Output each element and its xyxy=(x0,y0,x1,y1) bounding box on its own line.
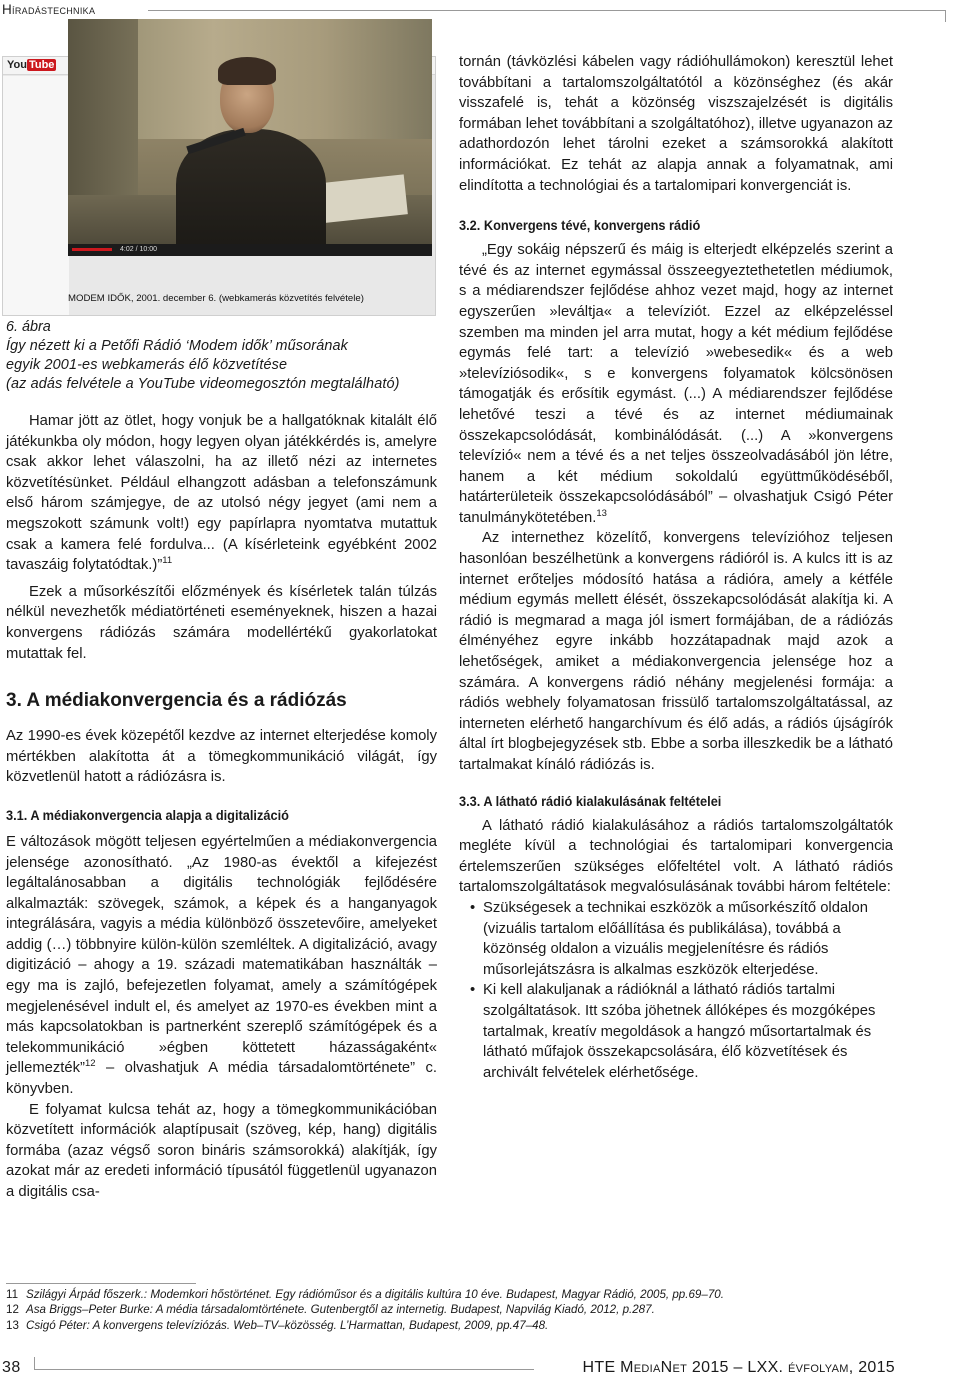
paragraph: Az 1990-es évek közepétől kezdve az internet elterjedése komoly mértékben alakította át a tömegkommunikáció világát, így közvetlenül hatott a rádiózásra is. xyxy=(6,728,437,786)
subsection-heading: 3.1. A médiakonvergencia alapja a digitalizáció xyxy=(6,807,289,824)
video-frame xyxy=(68,19,432,244)
journal-title: HTE MediaNet 2015 – LXX. évfolyam, 2015 xyxy=(582,1359,895,1376)
footnote: 11 Szilágyi Árpád főszerk.: Modemkori hőstörténet. Egy rádióműsor és a digitális kultúra 10 éve. Budapest, Magyar Rádió, 2005, pp.69–70. xyxy=(6,1288,724,1301)
subsection-heading: 3.2. Konvergens tévé, konvergens rádió xyxy=(459,218,701,235)
footnote-ref: 12 xyxy=(84,1058,96,1070)
youtube-sidebar xyxy=(3,76,69,315)
left-column xyxy=(6,318,437,1203)
footnote-rule xyxy=(6,1283,196,1284)
section-title: Híradástechnika xyxy=(2,2,96,17)
list-item: • Szükségesek a technikai eszközök a műsorkészítő oldalon (vizuális tartalom előállítása és publikálása), továbbá a közönség oldalon a vizuális megjelenítésre és rádiós műsorlejátszásra is alkalmas eszközök elterjedése. xyxy=(470,899,868,978)
page-number: 38 xyxy=(2,1359,21,1376)
paragraph: A látható rádió kialakulásához a rádiós tartalomszolgáltatók megléte kívül a technológiai és tartalomipari konvergencia értelemszerűen szükséges előfeltétel volt. A látható rádiós tartalomszolgáltatások megvalósulásának további három feltétele: xyxy=(459,817,893,896)
footer-rule xyxy=(34,1369,534,1370)
screenshot-caption: MODEM IDŐK, 2001. december 6. (webkamerás közvetítés felvétele) xyxy=(68,293,364,304)
section-heading: 3. A médiakonvergencia és a rádiózás xyxy=(6,690,347,712)
youtube-logo: You Tube xyxy=(7,59,55,71)
paragraph: E változások mögött teljesen egyértelműen a médiakonvergencia jelensége azonosítható. „Az 1980-as évektől a kifejezést legáltalánosabban a digitális technológiák fejlődésére alkalmazták: szövegek, számok, a képek és a hanganyagok integrálására, vagyis a média különböző összetevőire, amelyeket addig (…) többnyire külön-külön szemléltek. A digitalizáció, avagy digitizáció – ahogy a 19. századi matematikában használták – egy ma is zajló, befejezetlen folyamat, amely a számítógépek megjelenésével indult el, és amelyet az 1970-es években mint a más kapcsolatokban is partnerként szereplő számítógépek és a telekommunikáció »égben köttetett házasságaként« jellemezték”$^{12}$ – olvashatjuk A média társadalomtörténete” c. könyvben. xyxy=(6,833,437,1098)
footnote: 13 Csigó Péter: A konvergens televíziózás. Web–TV–közösség. L’Harmattan, Budapest, 2009, pp.47–48. xyxy=(6,1318,549,1332)
paragraph: Hamar jött az ötlet, hogy vonjuk be a hallgatóknak kitalált élő játékunkba oly módon, hogy legyen olyan játékkérdés is, amelyre csak akkor lehet válaszolni, ha az illető nézi az internetes közvetítésünket. Például elhangzott adásban a telefonszámunk első három számjegye, de az utolsó négy jegyet (ami nem a megszokott számunk volt!) egy papírlapra nyomtatva mutattuk csak a kamera felé fordulva... (A kísérleteink egyébként 2002 tavaszáig folytatódtak.)”$^{11}$ xyxy=(6,413,437,574)
paragraph: Ezek a műsorkészítői előzmények és kísérletek talán túlzás nélkül nevezhetők médiatörténeti eseményeknek, hiszen a hazai konvergens rádiózás számára modellértékű gyakorlatokat mutattak fel. xyxy=(6,583,437,662)
paragraph: tornán (távközlési kábelen vagy rádióhullámokon) keresztül lehet továbbítani a tartalomszolgáltatótól a közönséghez (és akár visszafelé is, tehát a közönség viszszajelzését is digitális formában lehet továbbítani a szolgáltatóhoz), illetve ugyanazon az adathordozón lehet tárolni ezeket a számsorokká alakított információkat. Ez tehát az alapja annak a folyamatnak, ami elindította a technológiai és a tartalomipari konvergenciát is. xyxy=(459,54,893,194)
footnote: 12 Asa Briggs–Peter Burke: A média társadalomtörténete. Gutenbergtől az internetig. Budapest, Napvilág Kiadó, 2012, p.287. xyxy=(6,1303,655,1317)
list-item: • Ki kell alakuljanak a rádióknál a látható rádiós tartalmi szolgáltatások. Itt szóba jöhetnek állóképes és mozgóképes tartalmak, kreatív megoldások a hangzó műsortartalmak és látható műfajok összekapcsolására, élő közvetítések és archivált felvételek elérhetősége. xyxy=(470,982,876,1081)
footer-tick xyxy=(34,1357,35,1369)
footnotes xyxy=(6,1287,906,1333)
header-rule xyxy=(148,10,946,11)
paragraph: „Egy sokáig népszerű és máig is elterjedt elképzelés szerint a tévé és az internet egymással összeegyeztethetetlen médiumok, s a médiarendszer fejlődése ahhoz vezet majd, hogy az internet egyszerűen »leváltja« a televíziót. Ezzel az elképzeléssel szemben ma minden jel arra mutat, hogy a két médium fejlődése egymás felé tart: a televízió »webesedik« és a web »televíziósodik«, s e konvergens folyamatok kölcsönösen támogatják és erősítik egymást. (...) A médiarendszer fejlődése lehetővé teszi a tévé és az internet médiumainak összekapcsolódását, kombinálódását. (...) A »konvergens televízió« nem a tévé és a net teljes összeolvadásából jön létre, hanem a két médium sokoldalú együttműködéséből, határterületeik összekapcsolódásából” – olvashatjuk Csigó Péter tanulmánykötetében.$^{13}$ xyxy=(459,242,893,526)
header-tick xyxy=(945,10,946,22)
footnote-ref: 11 xyxy=(162,555,173,567)
video-progress xyxy=(72,248,112,251)
subsection-heading: 3.3. A látható rádió kialakulásának feltételei xyxy=(459,793,722,810)
figure-caption-2: egyik 2001-es webkamerás élő közvetítése xyxy=(6,357,288,373)
footnote-ref: 13 xyxy=(596,507,607,519)
video-time: 4:02 / 10:00 xyxy=(120,246,157,253)
running-footer xyxy=(0,1357,960,1385)
right-column xyxy=(459,52,893,1083)
figure-number: 6. ábra xyxy=(6,319,51,335)
paragraph: E folyamat kulcsa tehát az, hogy a tömegkommunikációban közvetített információk alaptípusait (szöveg, kép, hang) digitális formába (azaz végső soron bináris számsorokká) alakítják, így azokat már az eredeti információ típusától függetlenül ugyanazon a digitális csa- xyxy=(6,1101,437,1200)
figure-caption-1: Így nézett ki a Petőfi Rádió ‘Modem idők’ műsorának xyxy=(6,338,348,354)
paragraph: Az internethez közelítő, konvergens televízióhoz teljesen hasonlóan beszélhetünk a konvergens rádióról is. A kulcs itt is az internet erőteljes módosító hatása a rádióra, amely a kétféle médium egymás mellett élését, összekapcsolódását alakítja ki. A rádió is megmarad a maga jól ismert formájában, de a rádiózás élményéhez egyre inkább hozzátapadnak majd azok a lehetőségek, amiket a médiakonvergencia jelensége hoz a számára. A konvergens rádió néhány megjelenési formája: a rádiós webhely folyamatosan frissülő tartalomszolgáltatással, az interneten elérhető hangarchívum és élő adás, a rádiós újságírók által írt blogbejegyzések stb. Ebbe a sorba illeszkedik be a látható tartalmakat kínáló rádiózás is. xyxy=(459,530,893,773)
figure-caption-3: (az adás felvétele a YouTube videomegosztón megtalálható) xyxy=(6,376,400,392)
